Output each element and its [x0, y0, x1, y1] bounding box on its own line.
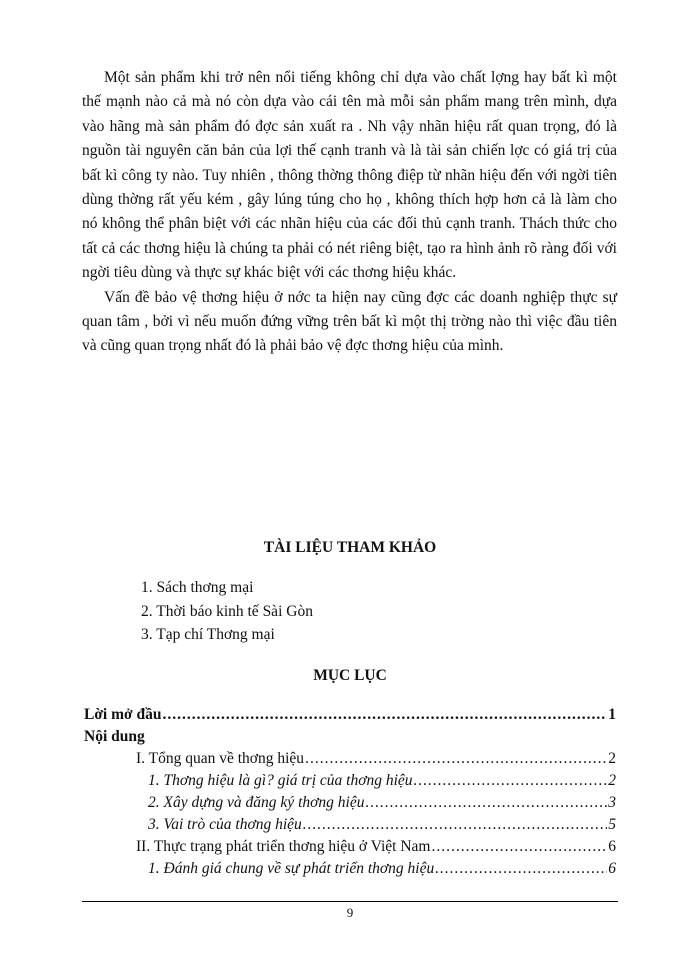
- footer-divider: [82, 901, 618, 902]
- references-list: [141, 576, 313, 647]
- toc-leader-dots: [305, 750, 607, 768]
- table-of-contents: [84, 706, 616, 882]
- toc-entry: [84, 838, 616, 860]
- toc-leader-dots: [303, 816, 607, 834]
- reference-item: 1. Sách thơng mại: [141, 579, 254, 596]
- toc-entry-page: 2: [608, 750, 616, 767]
- toc-entry: [84, 728, 616, 750]
- toc-entry-page: 1: [608, 706, 616, 723]
- paragraph: Một sản phẩm khi trở nên nổi tiếng không chỉ dựa vào chất lợng hay bất kì một thế mạnh nào cả mà nó còn dựa vào cái tên mà mỗi sản phẩm mang trên mình, dựa vào hãng mà sản phẩm đó đợc sản xuất ra . Nh vậy nhãn hiệu rất quan trọng, đó là nguồn tài nguyên căn bản của lợi thế cạnh tranh và là tài sản chiến lợc có giá trị của bất kì công ty nào. Tuy nhiên , thông thờng thông điệp từ nhãn hiệu đến với ngời tiên dùng thờng rất yếu kém , gây lúng túng cho họ , không thích hợp hơn cả là làm cho nó không thể phân biệt với các nhãn hiệu của các đối thủ cạnh tranh. Thách thức cho tất cả các thơng hiệu là chúng ta phải có nét riêng biệt, tạo ra hình ảnh rõ ràng đối với ngời tiêu dùng và thực sự khác biệt với các thơng hiệu khác.: [82, 69, 617, 282]
- toc-entry-label: 3. Vai trò của thơng hiệu: [148, 816, 302, 833]
- toc-entry: [84, 772, 616, 794]
- toc-leader-dots: [414, 772, 608, 790]
- toc-entry: [84, 816, 616, 838]
- toc-entry-label: 1. Thơng hiệu là gì? giá trị của thơng hiệu: [148, 772, 413, 789]
- toc-leader-dots: [162, 706, 607, 724]
- toc-entry-page: 2: [608, 772, 616, 789]
- toc-entry: [84, 860, 616, 882]
- toc-leader-dots: [431, 838, 607, 856]
- toc-entry-label: Lời mở đầu: [84, 706, 162, 723]
- toc-entry-label: I. Tổng quan về thơng hiệu: [136, 750, 305, 767]
- toc-entry-label: II. Thực trạng phát triển thơng hiệu ở Việt Nam: [136, 838, 431, 855]
- paragraph: Vấn đề bảo vệ thơng hiệu ở nớc ta hiện nay cũng đợc các doanh nghiệp thực sự quan tâm , bởi vì nếu muốn đứng vững trên bất kì một thị trờng nào thì việc đầu tiên và cũng quan trọng nhất đó là phải bảo vệ đợc thơng hiệu của mình.: [82, 288, 617, 355]
- references-title: TÀI LIỆU THAM KHẢO: [263, 539, 437, 556]
- toc-entry: [84, 706, 616, 728]
- toc-entry: [84, 750, 616, 772]
- toc-entry-label: Nội dung: [84, 728, 145, 745]
- reference-item: 2. Thời báo kinh tế Sài Gòn: [141, 602, 313, 620]
- toc-title: MỤC LỤC: [313, 667, 387, 684]
- toc-entry-label: 2. Xây dựng và đăng ký thơng hiệu: [148, 794, 365, 811]
- toc-entry-label: 1. Đánh giá chung về sự phát triển thơng hiệu: [148, 860, 435, 877]
- toc-leader-dots: [365, 794, 607, 812]
- toc-entry-page: 3: [608, 794, 616, 811]
- reference-item: 3. Tạp chí Thơng mại: [141, 626, 275, 643]
- toc-entry-page: 6: [608, 860, 616, 877]
- toc-entry-page: 6: [608, 838, 616, 855]
- page-number: 9: [346, 905, 354, 920]
- body-text: [82, 66, 617, 359]
- toc-entry-page: 5: [608, 816, 616, 833]
- toc-leader-dots: [435, 860, 607, 878]
- toc-entry: [84, 794, 616, 816]
